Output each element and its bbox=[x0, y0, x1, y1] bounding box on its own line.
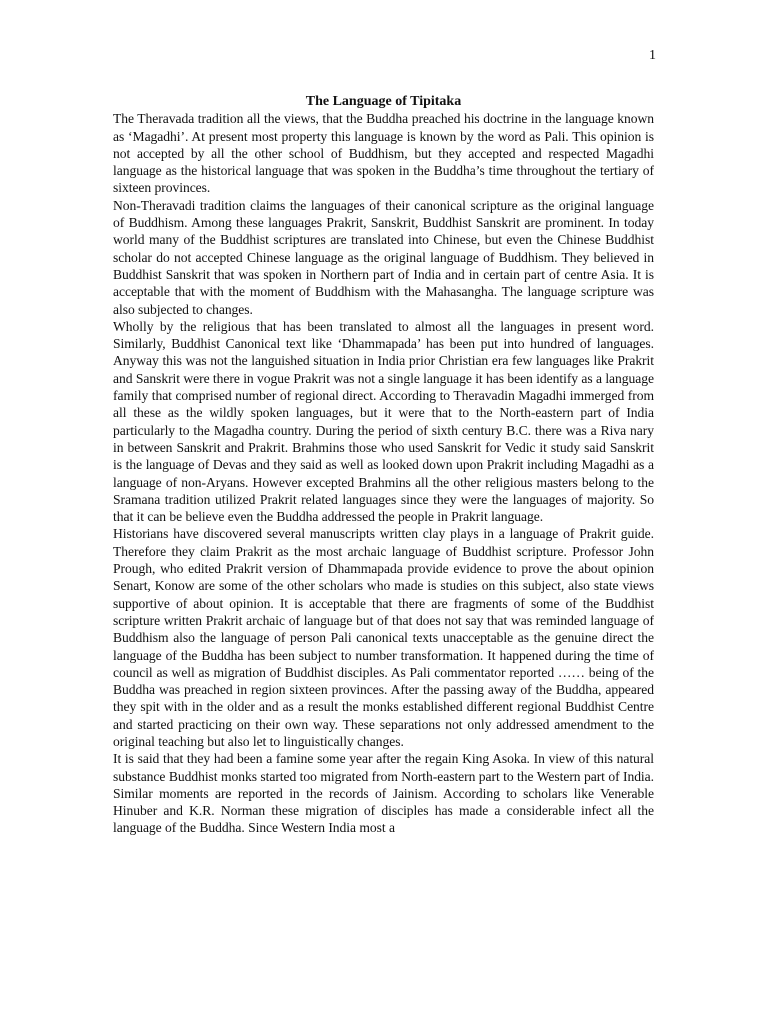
document-title: The Language of Tipitaka bbox=[305, 94, 462, 109]
document-body bbox=[113, 93, 654, 837]
page-number: 1 bbox=[649, 48, 656, 63]
paragraph-non-theravadi-tradition: Non-Theravadi tradition claims the languages of their canonical scripture as the original language of Buddhism. Among these languages Prakrit, Sanskrit, Buddhist Sanskrit are prominent. In today world many of the Buddhist scriptures are translated into Chinese, but even the Chinese Buddhist scholar do not accepted Chinese language as the original language of Buddhism. They believed in Buddhist Sanskrit that was spoken in Northern part of India and in certain part of centre Asia. It is acceptable that with the moment of Buddhism with the Mahasangha. The language scripture was also subjected to changes. bbox=[113, 197, 654, 317]
paragraph-theravada-tradition: The Theravada tradition all the views, that the Buddha preached his doctrine in the language known as ‘Magadhi’. At present most property this language is known by the word as Pali. This opinion is not accepted by all the other school of Buddhism, but they accepted and respected Magadhi language as the historical language that was spoken in the Buddha’s time throughout the tertiary of sixteen provinces. bbox=[113, 111, 654, 196]
paragraph-translations: Wholly by the religious that has been translated to almost all the languages in present word. Similarly, Buddhist Canonical text like ‘Dhammapada’ has been put into hundred of languages. Anyway this was not the languished situation in India prior Christian era few languages like Prakrit and Sanskrit were there in vogue Prakrit was not a single language it has been identify as a language family that comprised number of regional direct. According to Theravadin Magadhi immerged from all these as the wildly spoken languages, but it were that to the North-eastern part of India particularly to the Magadha country. During the period of sixth century B.C. there was a Riva nary in between Sanskrit and Prakrit. Brahmins those who used Sanskrit for Vedic it study said Sanskrit is the language of Devas and they said as well as looked down upon Prakrit including Magadhi as a language of non-Aryans. However excepted Brahmins all the other religious masters belong to the Sramana tradition utilized Prakrit related languages since they were the languages of majority. So that it can be believe even the Buddha addressed the people in Prakrit language. bbox=[113, 318, 654, 525]
paragraph-famine-migration: It is said that they had been a famine some year after the regain King Asoka. In view of this natural substance Buddhist monks started too migrated from North-eastern part to the Western part of India. Similar moments are reported in the records of Jainism. According to scholars like Venerable Hinuber and K.R. Norman these migration of disciples has made a considerable infect all the language of the Buddha. Since Western India most a bbox=[113, 751, 654, 836]
paragraph-historians: Historians have discovered several manuscripts written clay plays in a language of Prakrit guide. Therefore they claim Prakrit as the most archaic language of Buddhist scripture. Professor John Prough, who edited Prakrit version of Dhammapada provide evidence to prove the about opinion Senart, Konow are some of the other scholars who made is studies on this subject, also state views supportive of about opinion. It is acceptable that there are fragments of some of the Buddhist scripture written Prakrit archaic of language but of that does not say that was reminded language of Buddhism also the language of person Pali canonical texts unacceptable as the genuine direct the language of the Buddha has been subject to number transformation. It happened during the time of council as well as migration of Buddhist disciples. As Pali commentator reported …… being of the Buddha was preached in region sixteen provinces. After the passing away of the Buddha, appeared they spit with in the older and as a result the monks established different regional Buddhist Centre and started practicing on their own way. These separations not only addressed amendment to the original teaching but also let to linguistically changes. bbox=[113, 526, 654, 749]
